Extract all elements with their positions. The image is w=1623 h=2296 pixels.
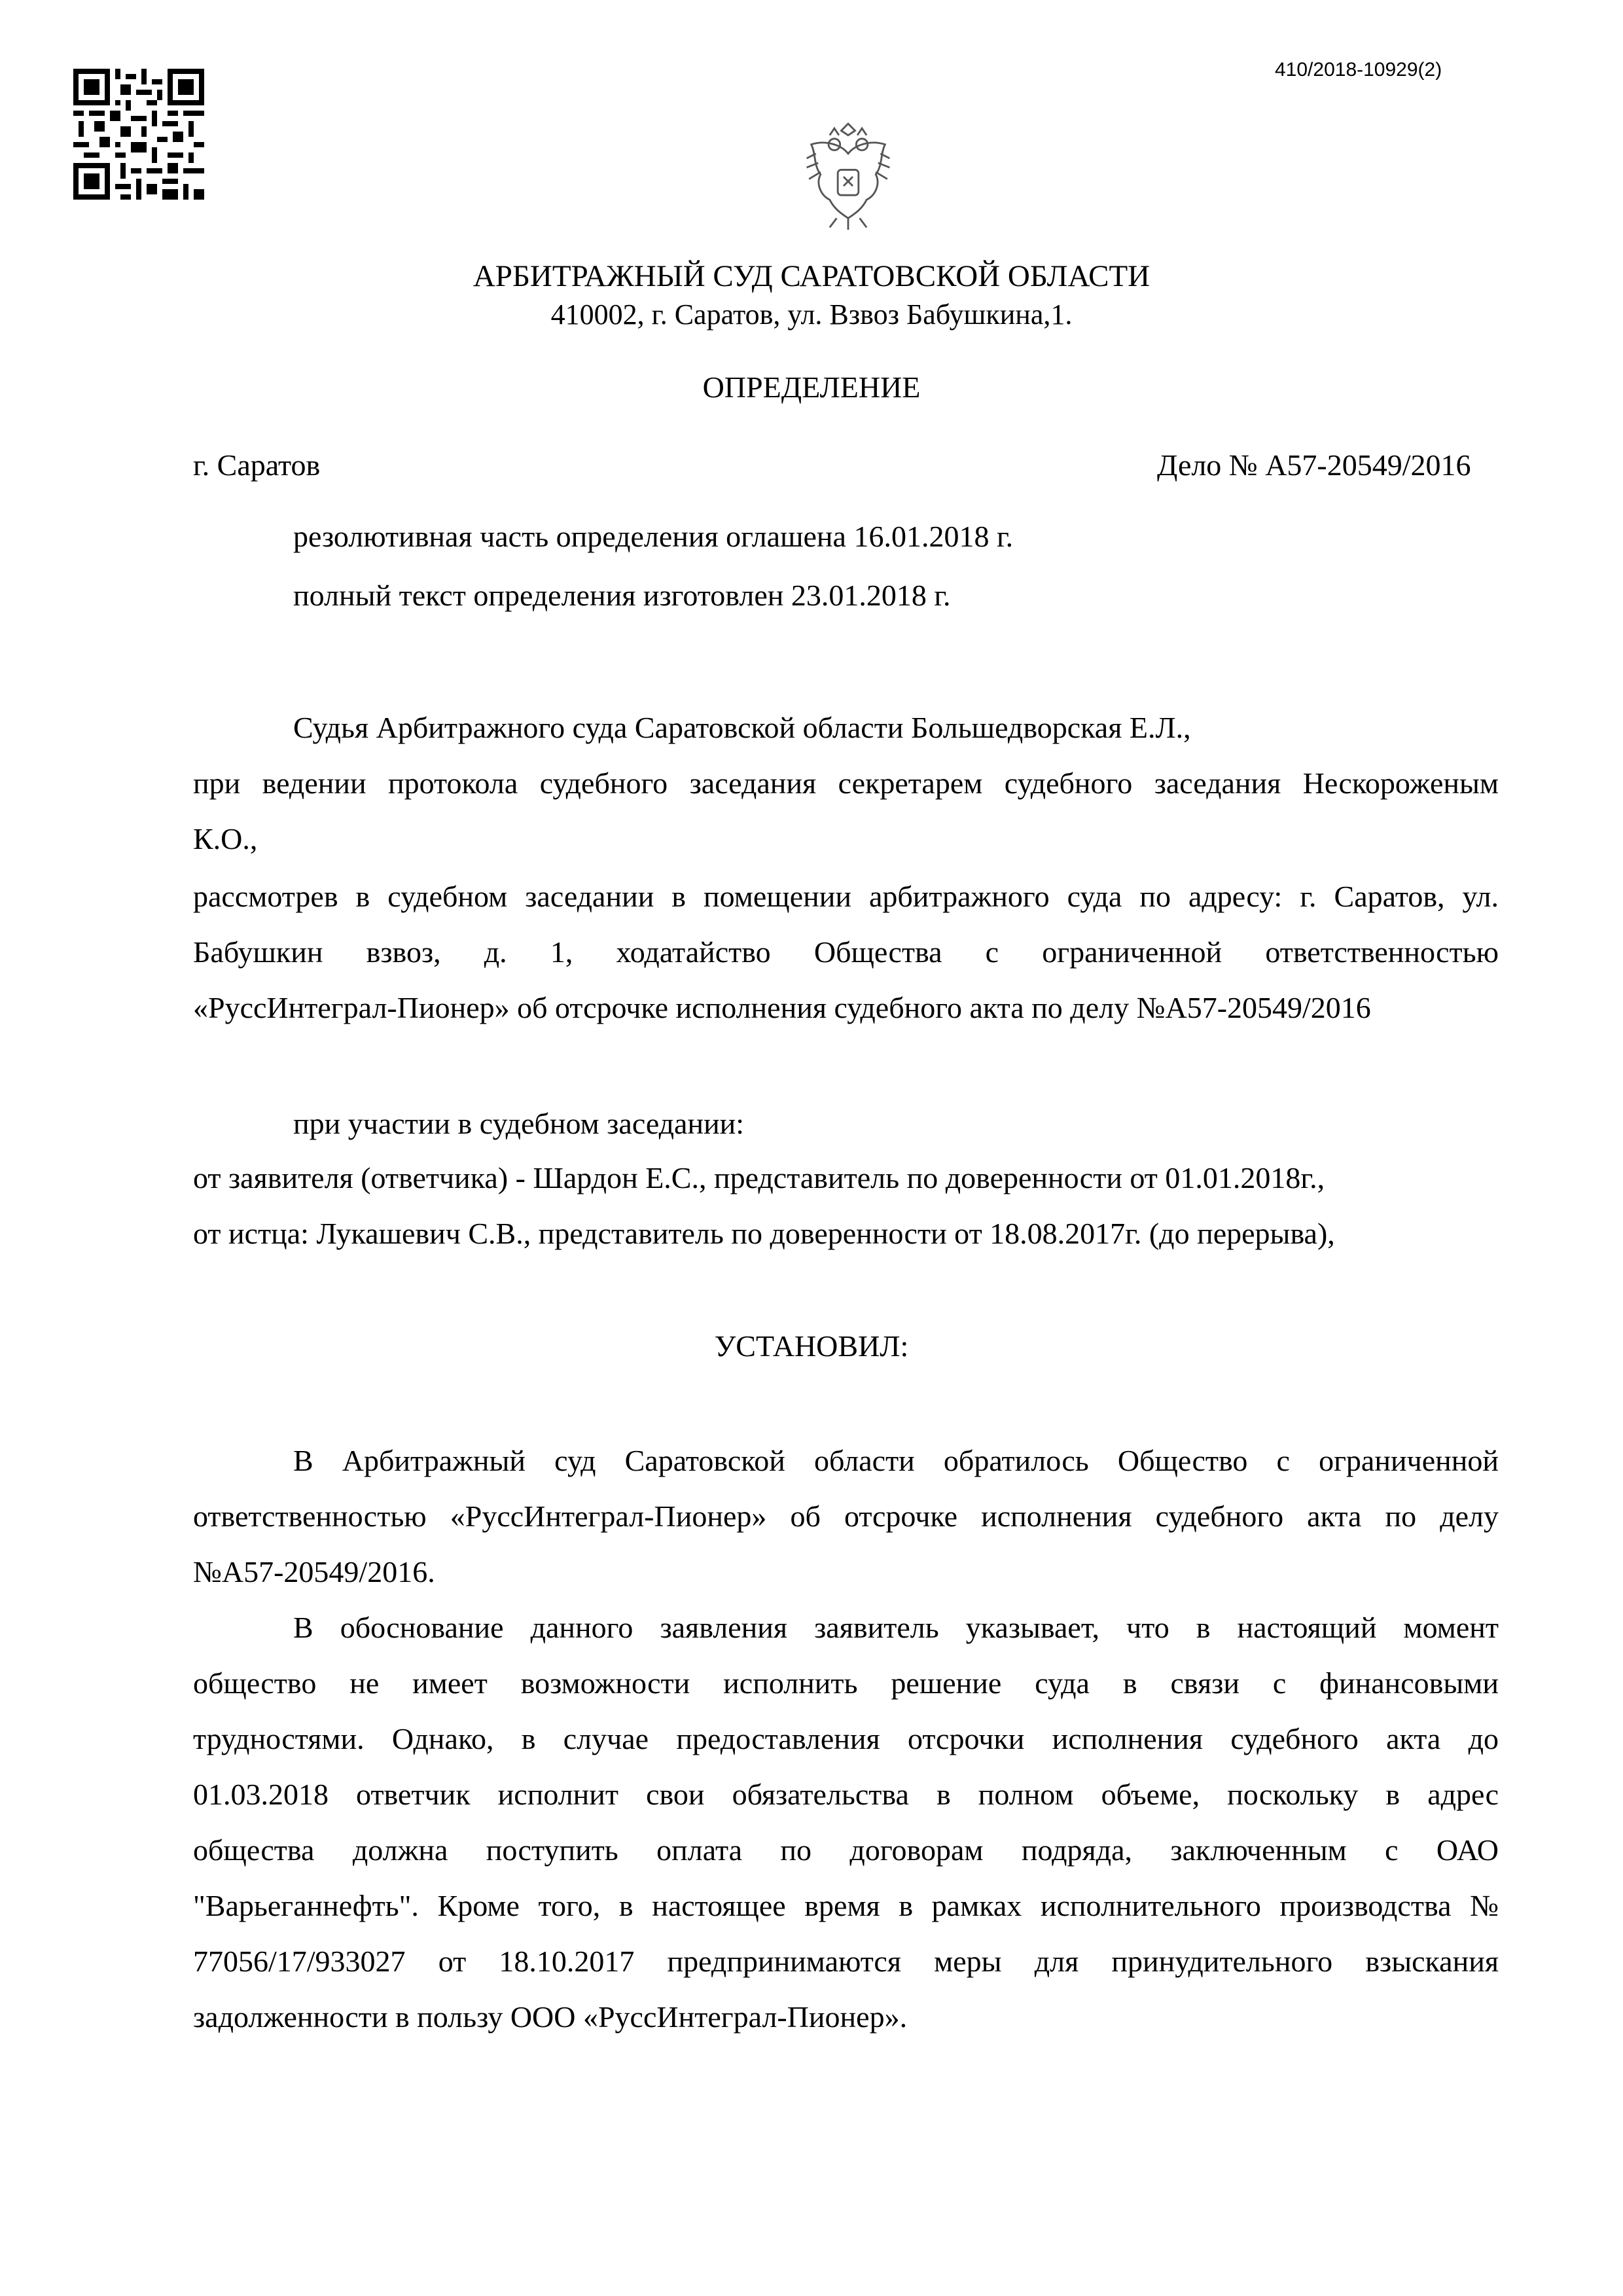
case-number: Дело № А57-20549/2016	[1157, 448, 1471, 482]
secretary-line-end: К.О.,	[193, 822, 258, 855]
paragraph-line: 77056/17/933027 от 18.10.2017 предпринимаются меры для принудительного взыскания	[193, 1945, 1499, 1978]
full-text-date: полный текст определения изготовлен 23.01.2018 г.	[293, 579, 951, 612]
considered-line: рассмотрев в судебном заседании в помещении арбитражного суда по адресу: г. Саратов, ул.	[193, 880, 1499, 913]
issue-city: г. Саратов	[193, 448, 321, 482]
paragraph-line: общества должна поступить оплата по договорам подряда, заключенным с ОАО	[193, 1833, 1499, 1867]
document-type-title: ОПРЕДЕЛЕНИЕ	[702, 370, 921, 404]
considered-line: Бабушкин взвоз, д. 1, ходатайство Общества с ограниченной ответственностью	[193, 935, 1499, 969]
paragraph-line: "Варьеганнефть". Кроме того, в настоящее время в рамках исполнительного производства №	[193, 1889, 1499, 1922]
paragraph-line: В Арбитражный суд Саратовской области обратилось Общество с ограниченной	[293, 1444, 1499, 1477]
document-reference-number: 410/2018-10929(2)	[1275, 59, 1442, 81]
paragraph-line: №А57-20549/2016.	[193, 1555, 435, 1588]
paragraph-line: трудностями. Однако, в случае предоставления отсрочки исполнения судебного акта до	[193, 1722, 1499, 1755]
russian-coat-of-arms-icon	[791, 119, 906, 234]
considered-line: «РуссИнтеграл-Пионер» об отсрочке исполнения судебного акта по делу №А57-20549/2016	[193, 991, 1371, 1024]
qr-code-icon	[73, 69, 204, 200]
participant-applicant: от заявителя (ответчика) - Шардон Е.С., представитель по доверенности от 01.01.2018г.,	[193, 1161, 1325, 1194]
resolution-announced-date: резолютивная часть определения оглашена 16.01.2018 г.	[293, 520, 1014, 553]
court-name: АРБИТРАЖНЫЙ СУД САРАТОВСКОЙ ОБЛАСТИ	[473, 259, 1150, 293]
paragraph-line: 01.03.2018 ответчик исполнит свои обязательства в полном объеме, поскольку в адрес	[193, 1778, 1499, 1811]
judge-line: Судья Арбитражного суда Саратовской области Большедворская Е.Л.,	[293, 711, 1191, 744]
secretary-line: при ведении протокола судебного заседания секретарем судебного заседания Нескороженым	[193, 766, 1499, 800]
court-address: 410002, г. Саратов, ул. Взвоз Бабушкина,1.	[550, 298, 1073, 331]
paragraph-line: задолженности в пользу ООО «РуссИнтеграл-Пионер».	[193, 2000, 908, 2034]
established-heading: УСТАНОВИЛ:	[714, 1329, 909, 1363]
paragraph-line: общество не имеет возможности исполнить решение суда в связи с финансовыми	[193, 1666, 1499, 1700]
paragraph-line: ответственностью «РуссИнтеграл-Пионер» об отсрочке исполнения судебного акта по делу	[193, 1499, 1499, 1533]
participant-plaintiff: от истца: Лукашевич С.В., представитель по доверенности от 18.08.2017г. (до перерыва),	[193, 1217, 1335, 1250]
participants-heading: при участии в судебном заседании:	[293, 1107, 745, 1140]
paragraph-line: В обоснование данного заявления заявитель указывает, что в настоящий момент	[293, 1611, 1499, 1644]
